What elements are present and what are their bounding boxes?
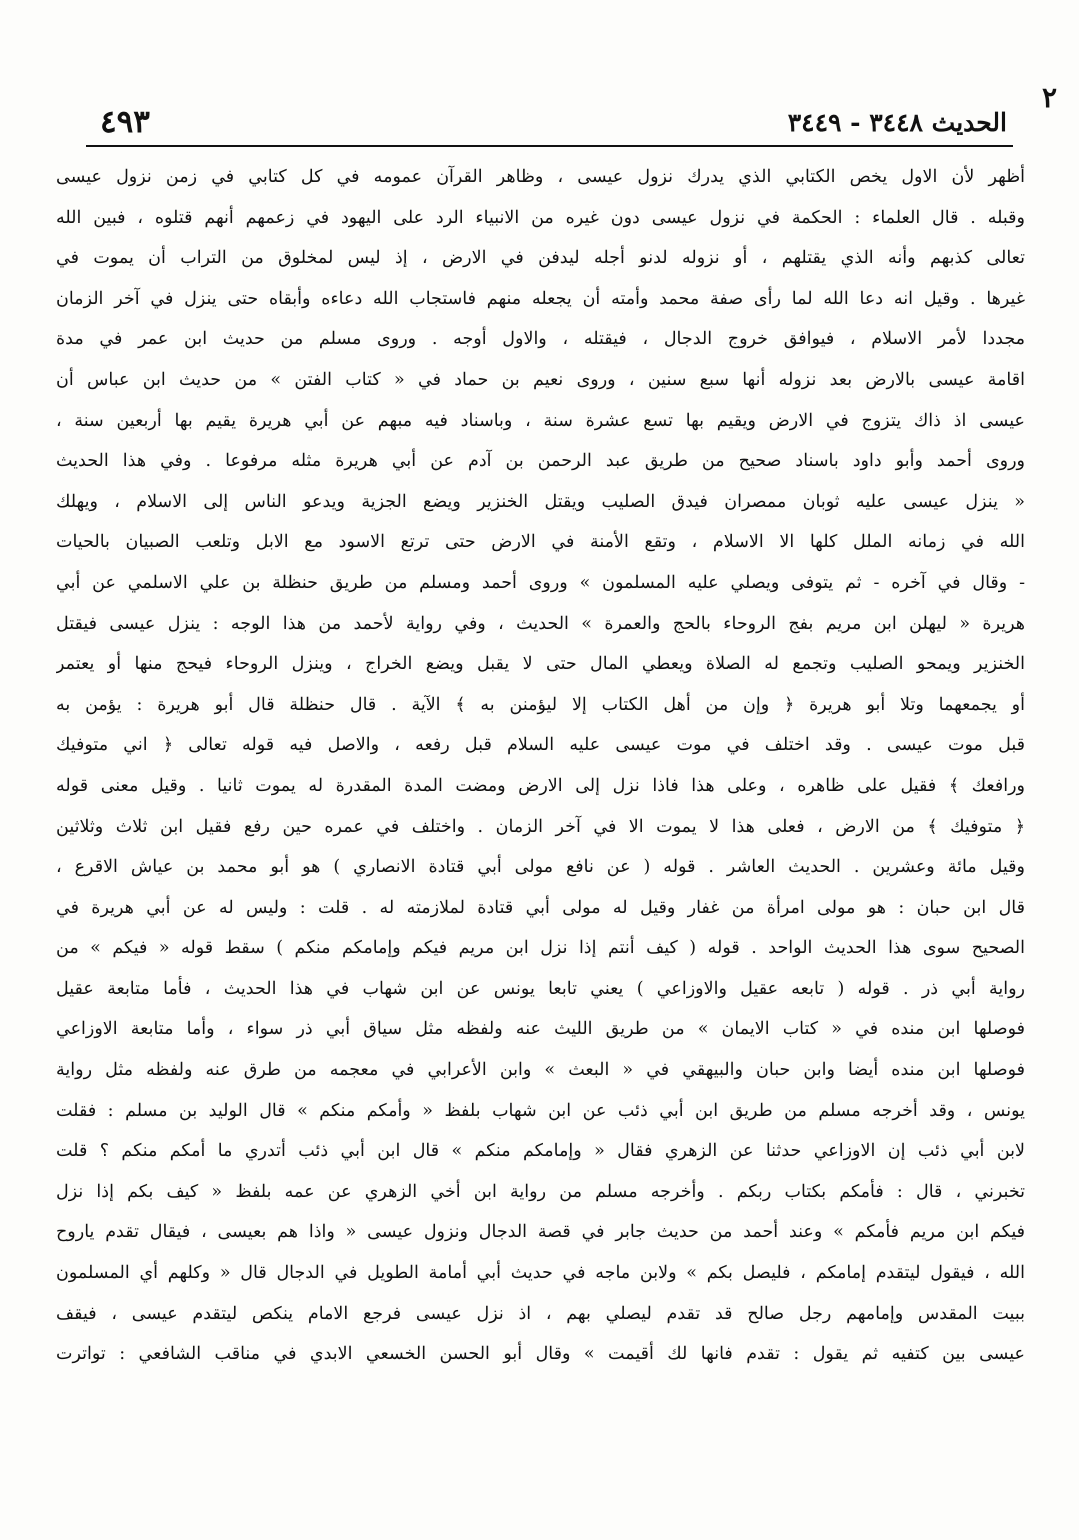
text-line: الله في زمانه الملل كلها الا الاسلام ، وتقع الأمنة في الارض حتى ترتع الاسود مع الابل وتلعب الصبيان بالحيات [56, 532, 1025, 553]
text-line: ﴿ متوفيك ﴾ من الارض ، فعلى هذا لا يموت الا في آخر الزمان . واختلف في عمره حين رفع فقيل ابن ثلاث وثلاثين [56, 816, 1025, 837]
text-line: الله ، فيقول ليتقدم إمامكم ، فليصل بكم » ولابن ماجه في حديث أبي أمامة الطويل في الدجال قال « وكلهم أي المسلمون [56, 1263, 1025, 1284]
body-text [56, 157, 1025, 1375]
text-line: ورافعك ﴾ فقيل على ظاهره ، وعلى هذا فاذا نزل إلى الارض ومضت المدة المقدرة له يموت ثانيا . وقيل معنى قوله [56, 775, 1025, 796]
text-line: تخبرني ، قال : فأمكم بكتاب ربكم . وأخرجه مسلم من رواية ابن أخي الزهري عن عمه بلفظ « كيف بكم إذا نزل [56, 1181, 1025, 1202]
page-number: ٤٩٣ [100, 104, 150, 140]
header-rule [86, 145, 1013, 147]
text-line: فوصلها ابن منده أيضا وابن حبان والبيهقي في « البعث » وابن الأعرابي في معجمه من طرق عنه ولفظه مثل رواية [56, 1060, 1025, 1081]
text-line: « ينزل عيسى عليه ثوبان ممصران فيدق الصليب ويقتل الخنزير ويضع الجزية ويدعو الناس إلى الاسلام ، ويهلك [56, 491, 1025, 512]
text-line: أظهر لأن الاول يخص الكتابي الذي يدرك نزول عيسى ، وظاهر القرآن عمومه في كل كتابي في زمن نزول عيسى [56, 167, 1025, 187]
corner-mark: ٢ [1041, 81, 1057, 114]
text-line: وقبله . قال العلماء : الحكمة في نزول عيسى دون غيره من الانبياء الرد على اليهود في زعمهم أنهم قتلوه ، فبين الله [56, 207, 1025, 228]
text-line: قبل موت عيسى . وقد اختلف في موت عيسى عليه السلام قبل رفعه ، والاصل فيه قوله تعالى ﴿ اني متوفيك [56, 735, 1025, 756]
text-line: لابن أبي ذئب إن الاوزاعي حدثنا عن الزهري فقال « وإمامكم منكم » قال ابن أبي ذئب أتدري ما أمكم منكم ؟ قلت [56, 1141, 1025, 1162]
text-line: هريرة « ليهلن ابن مريم بفج الروحاء بالحج والعمرة » الحديث ، وفي رواية لأحمد من هذا الوجه : ينزل عيسى فيقتل [56, 613, 1025, 634]
page-header [86, 104, 1007, 148]
text-line: تعالى كذبهم وأنه الذي يقتلهم ، أو نزوله لدنو أجله ليدفن في الارض ، إذ ليس لمخلوق من التراب أن يموت في [56, 248, 1025, 269]
text-line: فوصلها ابن منده في « كتاب الايمان » من طريق الليث عنه ولفظه مثل سياق أبي ذر سواء ، وأما متابعة الاوزاعي [56, 1019, 1025, 1040]
text-line: - وقال في آخره - ثم يتوفى ويصلي عليه المسلمون » وروى أحمد ومسلم من طريق حنظلة بن علي الاسلمي عن أبي [56, 572, 1025, 593]
text-line: رواية أبي ذر . قوله ( تابعه عقيل والاوزاعي ) يعني تابعا يونس عن ابن شهاب في هذا الحديث ، فأما متابعة عقيل [56, 978, 1025, 999]
text-line: وقيل مائة وعشرين . الحديث العاشر . قوله ( عن نافع مولى أبي قتادة الانصاري ) هو أبو محمد بن عياش الاقرع ، [56, 857, 1025, 878]
text-line: اقامة عيسى بالارض بعد نزوله أنها سبع سنين ، وروى نعيم بن حماد في « كتاب الفتن » من حديث ابن عباس أن [56, 369, 1025, 390]
text-line: مجددا لأمر الاسلام ، فيوافق خروج الدجال ، فيقتله ، والاول أوجه . وروى مسلم من حديث ابن عمر في مدة [56, 329, 1025, 350]
text-line: الصحيح سوى هذا الحديث الواحد . قوله ( كيف أنتم إذا نزل ابن مريم فيكم وإمامكم منكم ) سقط قوله « فيكم » من [56, 938, 1025, 959]
text-line: يونس ، وقد أخرجه مسلم من طريق ابن أبي ذئب عن ابن شهاب بلفظ « وأمكم منكم » قال الوليد بن مسلم : فقلت [56, 1100, 1025, 1121]
text-line: عيسى اذ ذاك يتزوج في الارض ويقيم بها تسع عشرة سنة ، وباسناد فيه مبهم عن أبي هريرة يقيم بها أربعين سنة ، [56, 410, 1025, 431]
running-title: الحديث ٣٤٤٨ - ٣٤٤٩ [787, 108, 1007, 137]
text-line: قال ابن حبان : هو مولى امرأة من غفار وقيل له مولى أبي قتادة لملازمته له . قلت : وليس له عن أبي هريرة في [56, 897, 1025, 918]
text-line: غيرها . وقيل انه دعا الله لما رأى صفة محمد وأمته أن يجعله منهم فاستجاب الله دعاءه وأبقاه حتى ينزل في آخر الزمان [56, 288, 1025, 309]
text-line: فيكم ابن مريم فأمكم » وعند أحمد من حديث جابر في قصة الدجال ونزول عيسى « واذا هم بعيسى ، فيقال تقدم ياروح [56, 1222, 1025, 1243]
text-line: ببيت المقدس وإمامهم رجل صالح قد تقدم ليصلي بهم ، اذ نزل عيسى فرجع الامام ينكص ليتقدم عيسى ، فيقف [56, 1303, 1025, 1324]
text-line: أو يجمعهما وتلا أبو هريرة ﴿ وإن من أهل الكتاب إلا ليؤمنن به ﴾ الآية . قال حنظلة قال أبو هريرة : يؤمن به [56, 694, 1025, 715]
text-line: الخنزير ويمحو الصليب وتجمع له الصلاة ويعطي المال حتى لا يقبل ويضع الخراج ، وينزل الروحاء فيحج منها أو يعتمر [56, 654, 1025, 675]
text-line: وروى أحمد وأبو داود باسناد صحيح من طريق عبد الرحمن بن آدم عن أبي هريرة مثله مرفوعا . وفي هذا الحديث [56, 451, 1025, 472]
text-line: عيسى بين كتفيه ثم يقول : تقدم فانها لك أقيمت » وقال أبو الحسن الخسعي الابدي في مناقب الشافعي : تواترت [56, 1344, 1025, 1365]
